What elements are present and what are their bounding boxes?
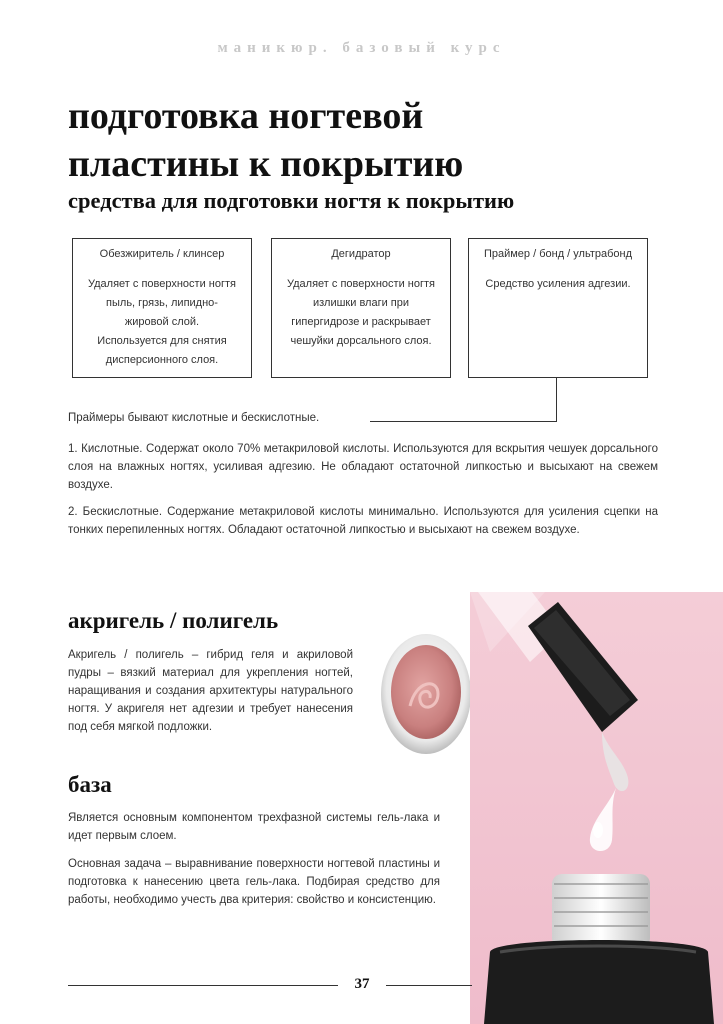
- page-subtitle: средства для подготовки ногтя к покрытию: [68, 188, 515, 213]
- base-heading: база: [68, 772, 112, 797]
- connector-line-horizontal: [370, 421, 557, 422]
- dehydrator-box-description: Удаляет с поверхности ногтя излишки влаги при гипергидрозе и раскрывает чешуйки дорсального слоя.: [287, 278, 435, 347]
- primer-box-title: Праймер / бонд / ультрабонд: [483, 248, 633, 260]
- primer-box-description: Средство усиления адгезии.: [485, 278, 631, 290]
- footer-rule-right: [386, 985, 472, 986]
- acrygel-paragraph: Акригель / полигель – гибрид геля и акриловой пудры – вязкий материал для укрепления ногтей, наращивания и создания архитектуры натурального ногтя. У акригеля нет адгезии и требует нанесения под себя мягкой подложки.: [68, 649, 353, 733]
- running-header: маникюр. базовый курс: [217, 40, 506, 56]
- acrygel-heading: акригель / полигель: [68, 608, 279, 633]
- primers-acid-free-paragraph: 2. Бескислотные. Содержание метакриловой кислоты минимально. Используются для усиления сцепки на тонких перепиленных ногтях. Обладают остаточной липкостью и высыхают на свежем воздухе.: [68, 506, 658, 536]
- cleanser-box-description: Удаляет с поверхности ногтя пыль, грязь, липидно-жировой слой.: [88, 278, 236, 328]
- primers-intro: Праймеры бывают кислотные и бескислотные.: [68, 412, 320, 424]
- dehydrator-box-title: Дегидратор: [331, 248, 391, 260]
- page-title: [68, 92, 463, 188]
- primer-box: [468, 238, 648, 378]
- base-paragraph-1: Является основным компонентом трехфазной системы гель-лака и идет первым слоем.: [68, 812, 440, 842]
- base-paragraph-2: Основная задача – выравнивание поверхности ногтевой пластины и подготовка к нанесению цвета гель-лака. Подбирая средство для работы, необходимо учесть два критерия: свойство и консистенцию.: [68, 858, 440, 906]
- cleanser-box-title: Обезжиритель / клинсер: [99, 248, 225, 260]
- drop-highlight: [593, 822, 603, 838]
- primers-acidic-paragraph: 1. Кислотные. Содержат около 70% метакриловой кислоты. Используются для вскрытия чешуек дорсального слоя на влажных ногтях, усиливая адгезию. Не обладают остаточной липкостью и высыхают на свежем воздухе.: [68, 443, 658, 491]
- bottle-body: [484, 940, 714, 1024]
- connector-line-vertical: [556, 378, 557, 421]
- page-title-line-2: пластины к покрытию: [68, 143, 464, 185]
- cleanser-box: [72, 238, 252, 378]
- cleanser-box-description-2: Используется для снятия дисперсионного слоя.: [97, 335, 227, 366]
- page-number: 37: [354, 976, 370, 992]
- page-title-line-1: подготовка ногтевой: [68, 95, 424, 137]
- footer-rule-left: [68, 985, 338, 986]
- base-bottle-photo: [470, 592, 723, 1024]
- acrygel-jar-image: [380, 628, 472, 756]
- dehydrator-box: [271, 238, 451, 378]
